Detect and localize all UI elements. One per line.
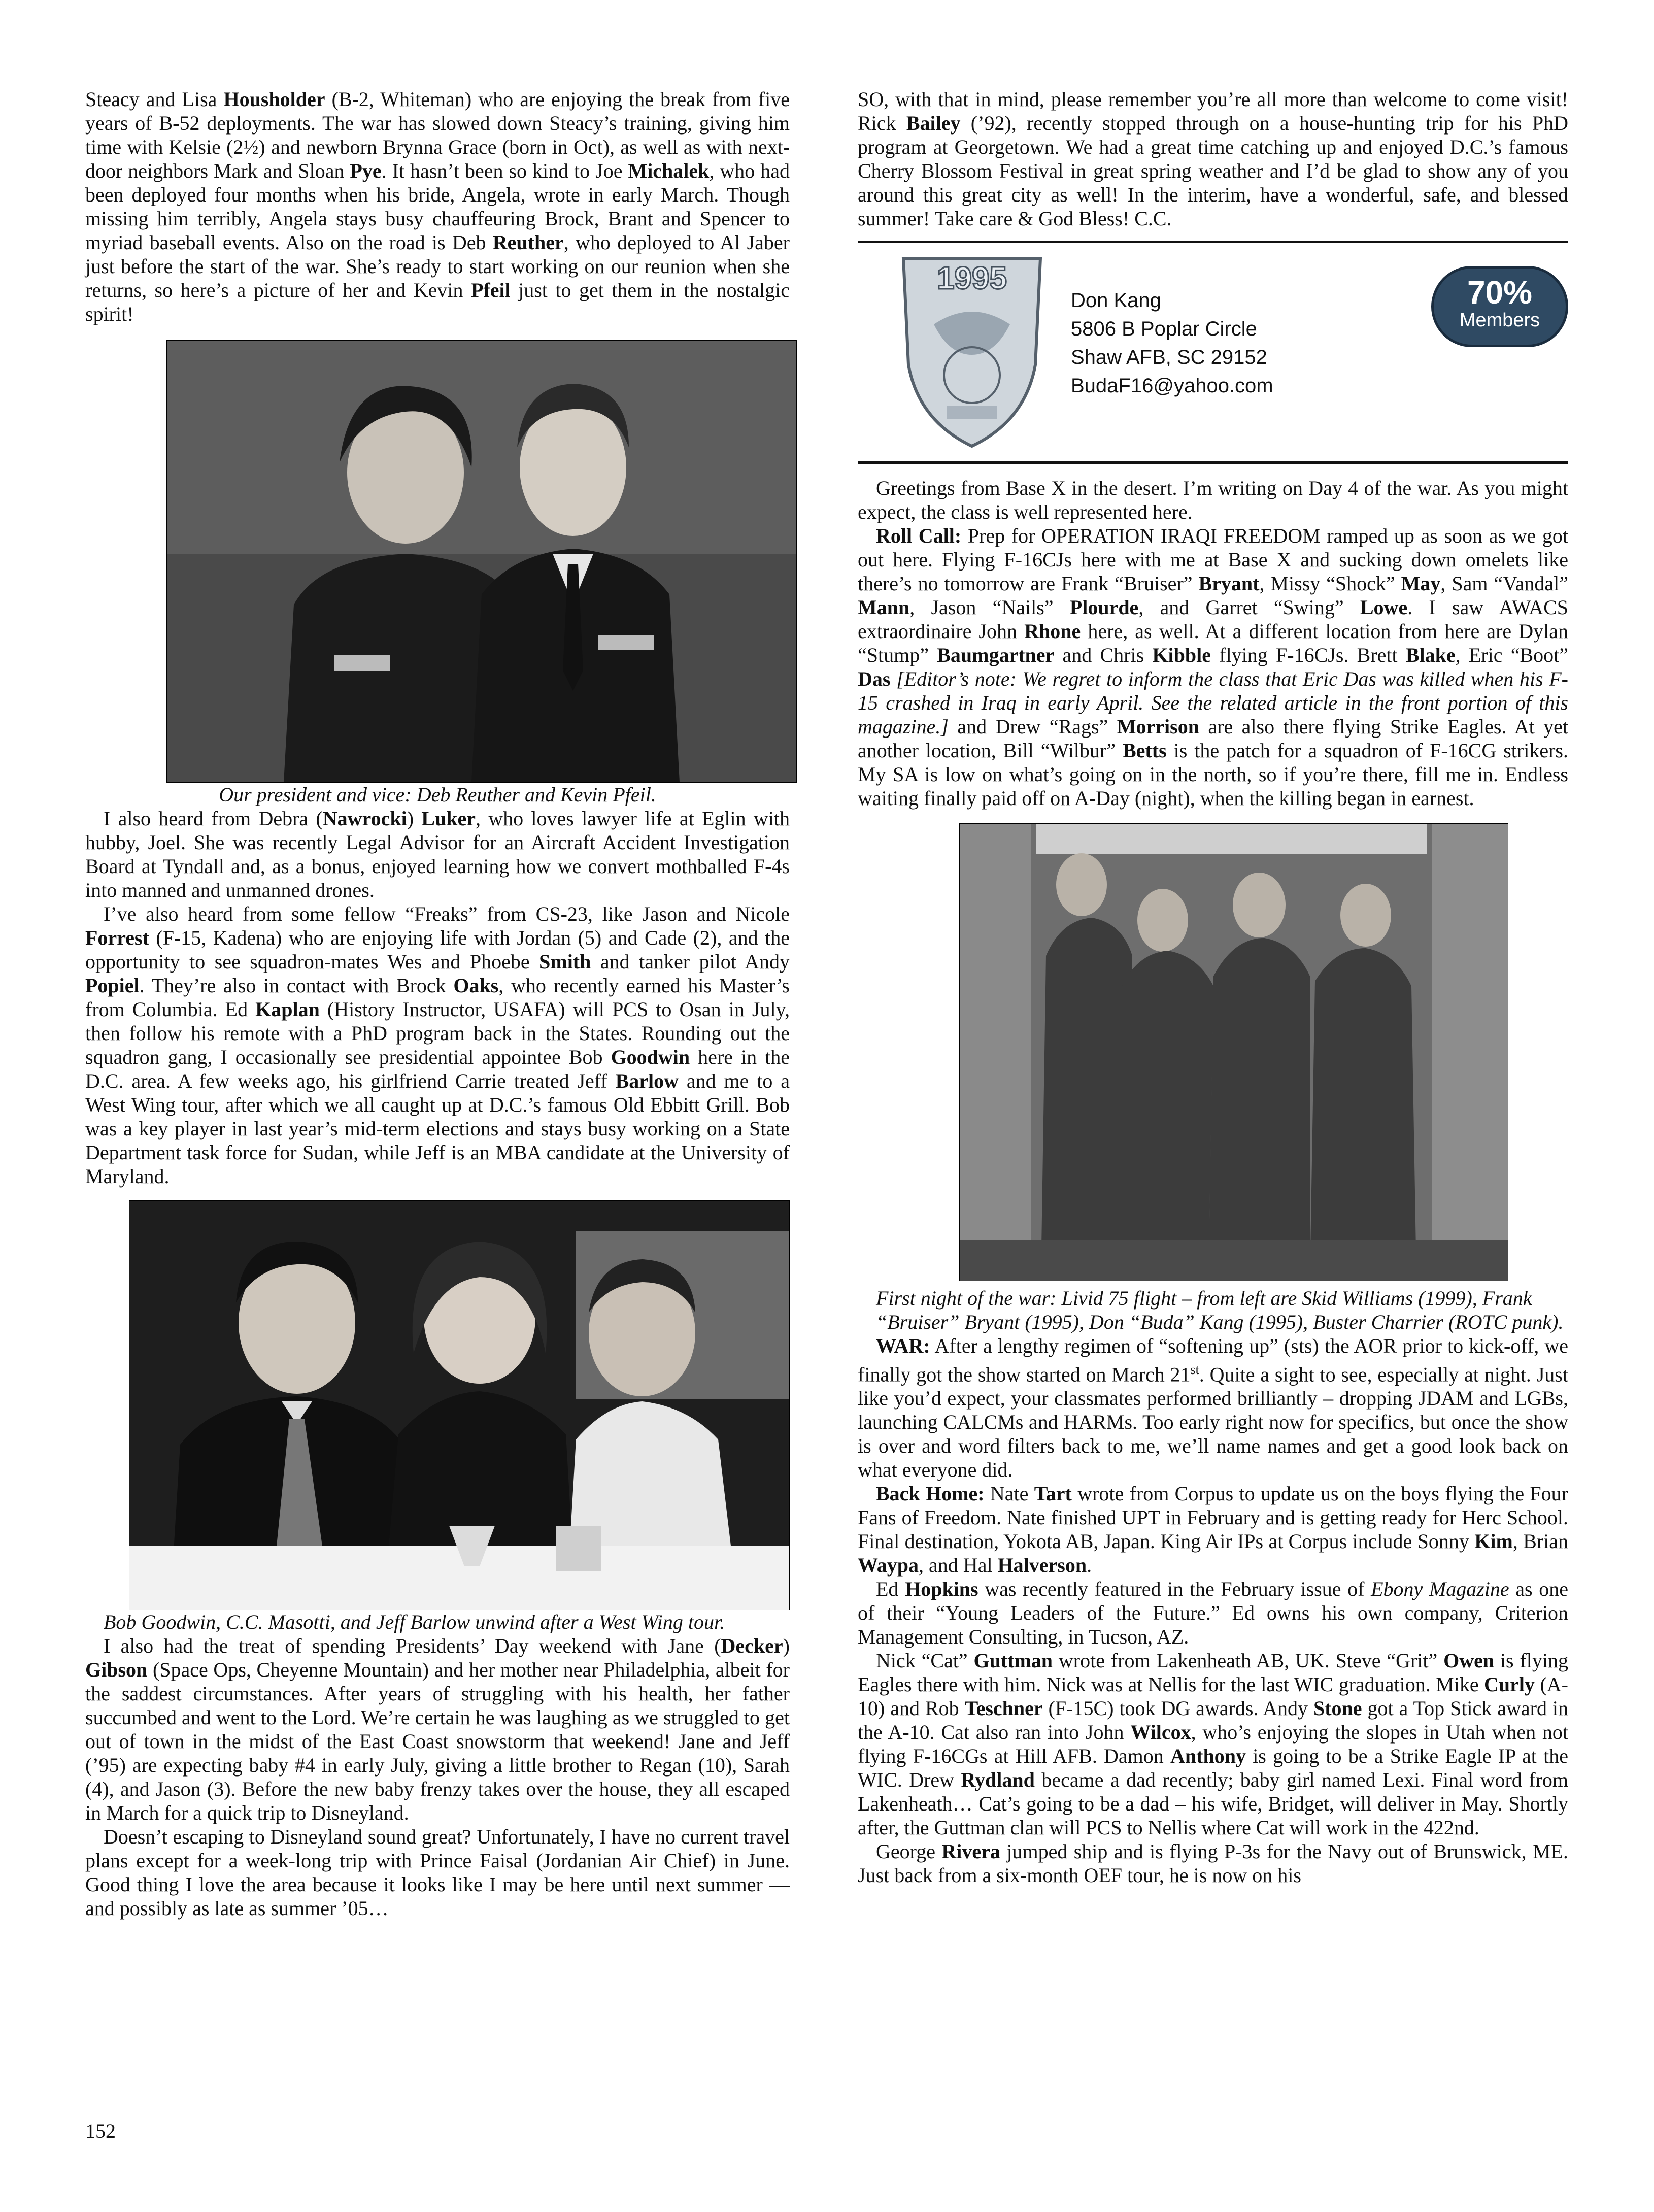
contact-email[interactable]: BudaF16@yahoo.com bbox=[1071, 375, 1273, 397]
photo-livid-75-flight bbox=[959, 823, 1508, 1281]
page-number: 152 bbox=[85, 2120, 116, 2142]
paragraph: Roll Call: Prep for OPERATION IRAQI FREEDOM ramped up as soon as we got out here. Flying F-16CJs here with me at Base X and sucking down omelets like there’s no tomorrow are Frank “Bruiser” Bryant, Missy “Shock” May, Sam “Vandal” Mann, Jason “Nails” Plourde, and Garret “Swing” Lowe. I saw AWACS extraordinaire John Rhone here, as well. At a different location from here are Dylan “Stump” Baumgartner and Chris Kibble flying F-16CJs. Brett Blake, Eric “Boot” Das [Editor’s note: We regret to inform the class that Eric Das was killed when his F-15 crashed in Iraq in early April. See the related article in the front portion of this magazine.] and Drew “Rags” Morrison are also there flying Strike Eagles. At yet another location, Bill “Wilbur” Betts is the patch for a squadron of F-16CG strikers. My SA is low on what’s going on in the north, so if you’re there, fill me in. Endless waiting finally paid off on A-Day (night), when the killing began in earnest. bbox=[858, 524, 1569, 810]
contact-address bbox=[1071, 286, 1273, 400]
paragraph: Ed Hopkins was recently featured in the February issue of Ebony Magazine as one of their “Young Leaders of the Future.” Ed owns his own company, Criterion Management Consulting, in Tucson, AZ. bbox=[858, 1578, 1568, 1649]
membership-label: Members bbox=[1459, 310, 1540, 331]
photo-caption: Our president and vice: Deb Reuther and Kevin Pfeil. bbox=[219, 783, 656, 806]
photo-illustration bbox=[129, 1201, 789, 1610]
photo-illustration bbox=[167, 341, 796, 782]
photo-caption: First night of the war: Livid 75 flight – from left are Skid Williams (1999), Frank “Bruiser” Bryant (1995), Don “Buda” Kang (1995), Buster Charrier (ROTC punk). bbox=[876, 1287, 1564, 1333]
paragraph: Doesn’t escaping to Disneyland sound great? Unfortunately, I have no current travel plans except for a week-long trip with Prince Faisal (Jordanian Air Chief) in June. Good thing I love the area because it looks like I may be here until next summer — and possibly as late as summer ’05… bbox=[85, 1825, 790, 1920]
paragraph: Greetings from Base X in the desert. I’m writing on Day 4 of the war. As you might expect, the class is well represented here. bbox=[858, 477, 1568, 523]
photo-illustration bbox=[960, 824, 1508, 1281]
paragraph: Nick “Cat” Guttman wrote from Lakenheath AB, UK. Steve “Grit” Owen is flying Eagles there with him. Nick was at Nellis for the last WIC graduation. Mike Curly (A-10) and Rob Teschner (F-15C) took DG awards. Andy Stone got a Top Stick award in the A-10. Cat also ran into John Wilcox, who’s enjoying the slopes in Utah when not flying F-16CGs at Hill AFB. Damon Anthony is going to be a Strike Eagle IP at the WIC. Drew Rydland became a dad recently; baby girl named Lexi. Final word from Lakenheath… Cat’s going to be a dad – his wife, Bridget, will deliver in May. Shortly after, the Guttman clan will PCS to Nellis where Cat will work in the 422nd. bbox=[858, 1649, 1569, 1839]
membership-percent: 70% bbox=[1467, 274, 1533, 311]
paragraph: I’ve also heard from some fellow “Freaks” from CS-23, like Jason and Nicole Forrest (F-15, Kadena) who are enjoying life with Jordan (5) and Cade (2), and the opportunity to see squadron-mates Wes and Phoebe Smith and tanker pilot Andy Popiel. They’re also in contact with Brock Oaks, who recently earned his Master’s from Columbia. Ed Kaplan (History Instructor, USAFA) will PCS to Osan in July, then follow his remote with a PhD program back in the States. Rounding out the squadron gang, I occasionally see presidential appointee Bob Goodwin here in the D.C. area. A few weeks ago, his girlfriend Carrie treated Jeff Barlow and me to a West Wing tour, after which we all caught up at D.C.’s famous Old Ebbitt Grill. Bob was a key player in last year’s mid-term elections and stays busy working on a State Department task force for Sudan, while Jeff is an MBA candidate at the University of Maryland. bbox=[85, 902, 790, 1188]
paragraph: I also had the treat of spending Presidents’ Day weekend with Jane (Decker) Gibson (Space Ops, Cheyenne Mountain) and her mother near Philadelphia, albeit for the saddest circumstances. After years of struggling with his health, her father succumbed and went to the Lord. We’re certain he was laughing as we struggled to get out of town in the midst of the East Coast snowstorm that weekend! Jane and Jeff (’95) are expecting baby #4 in early July, giving a little brother to Regan (10), Sarah (4), and Jason (3). Before the new baby frenzy takes over the house, they all escaped in March for a quick trip to Disneyland. bbox=[85, 1634, 790, 1824]
left-column bbox=[85, 87, 790, 1920]
membership-badge bbox=[1431, 266, 1568, 347]
class-crest-logo bbox=[898, 253, 1045, 451]
paragraph: I also heard from Debra (Nawrocki) Luker, who loves lawyer life at Eglin with hubby, Joel. She was recently Legal Advisor for an Aircraft Accident Investigation Board at Tyndall and, as a bonus, enjoyed learning how we convert mothballed F-4s into manned and unmanned drones. bbox=[85, 807, 790, 901]
paragraph: George Rivera jumped ship and is flying P-3s for the Navy out of Brunswick, ME. Just back from a six-month OEF tour, he is now on his bbox=[858, 1840, 1568, 1887]
contact-street: 5806 B Poplar Circle bbox=[1071, 318, 1257, 340]
crest-icon bbox=[898, 253, 1045, 451]
divider bbox=[858, 461, 1568, 464]
class-contact-block bbox=[858, 243, 1568, 461]
paragraph: WAR: After a lengthy regimen of “softening up” (sts) the AOR prior to kick-off, we finally got the show started on March 21st. Quite a sight to see, especially at night. Just like you’d expect, your classmates performed brilliantly – dropping JDAM and LGBs, launching CALCMs and HARMs. Too early right now for specifics, but once the show is over and word filters back to me, we’ll name names and get a good look back on what everyone did. bbox=[858, 1334, 1568, 1482]
photo-reuther-pfeil bbox=[166, 340, 797, 783]
photo-goodwin-masotti-barlow bbox=[129, 1200, 790, 1610]
photo-caption: Bob Goodwin, C.C. Masotti, and Jeff Barlow unwind after a West Wing tour. bbox=[104, 1611, 725, 1633]
paragraph: SO, with that in mind, please remember you’re all more than welcome to come visit! Rick Bailey (’92), recently stopped through on a house-hunting trip for his PhD program at Georgetown. We had a great time catching up and enjoyed D.C.’s famous Cherry Blossom Festival in great spring weather and I’d be glad to show any of you around this great city as well! In the interim, have a wonderful, safe, and blessed summer! Take care & God Bless! C.C. bbox=[858, 88, 1568, 230]
svg-text:1995: 1995 bbox=[937, 261, 1007, 296]
paragraph: Steacy and Lisa Housholder (B-2, Whiteman) who are enjoying the break from five years of B-52 deployments. The war has slowed down Steacy’s training, giving him time with Kelsie (2½) and newborn Brynna Grace (born in Oct), as well as with next-door neighbors Mark and Sloan Pye. It hasn’t been so kind to Joe Michalek, who had been deployed four months when his bride, Angela, wrote in early March. Though missing him terribly, Angela stays busy chauffeuring Brock, Brant and Spencer to myriad baseball events. Also on the road is Deb Reuther, who deployed to Al Jaber just before the start of the war. She’s ready to start working on our reunion when she returns, so here’s a picture of her and Kevin Pfeil just to get them in the nostalgic spirit! bbox=[85, 88, 790, 325]
contact-name: Don Kang bbox=[1071, 289, 1161, 312]
right-column bbox=[858, 87, 1568, 1887]
paragraph: Back Home: Nate Tart wrote from Corpus to update us on the boys flying the Four Fans of Freedom. Nate finished UPT in February and is getting ready for Herc School. Final destination, Yokota AB, Japan. King Air IPs at Corpus include Sonny Kim, Brian Waypa, and Hal Halverson. bbox=[858, 1482, 1568, 1577]
contact-city: Shaw AFB, SC 29152 bbox=[1071, 346, 1267, 368]
